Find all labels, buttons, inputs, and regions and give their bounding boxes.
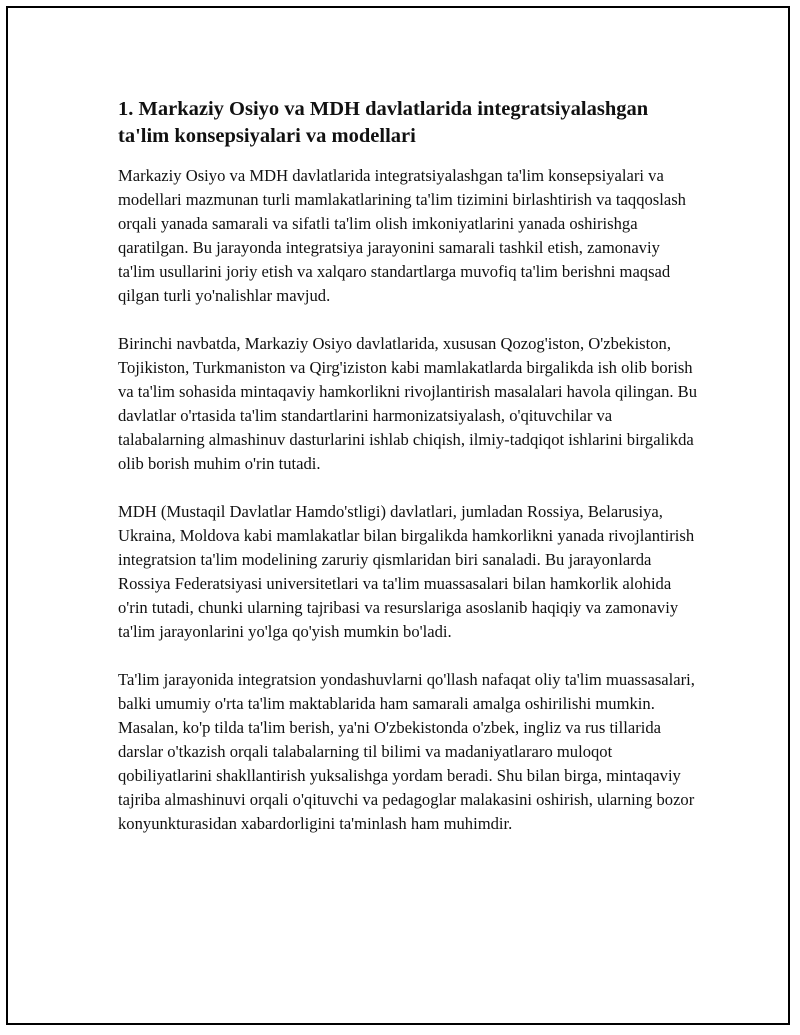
paragraph-1: Markaziy Osiyo va MDH davlatlarida integratsiyalashgan ta'lim konsepsiyalari va modellari mazmunan turli mamlakatlarining ta'lim tizimini birlashtirish va taqqoslash orqali yanada samarali va sifatli ta'lim olish imkoniyatlarini yanada oshirishga qaratilgan. Bu jarayonda integratsiya jarayonini samarali tashkil etish, zamonaviy ta'lim usullarini joriy etish va xalqaro standartlarga muvofiq ta'lim berishni maqsad qilgan turli yo'nalishlar mavjud. — [118, 166, 686, 305]
document-body — [118, 96, 698, 860]
paragraph-2: Birinchi navbatda, Markaziy Osiyo davlatlarida, xususan Qozog'iston, O'zbekiston, Tojikiston, Turkmaniston va Qirg'iziston kabi mamlakatlarda birgalikda ish olib borish va ta'lim sohasida mintaqaviy hamkorlikni rivojlantirish masalalari havola qilingan. Bu davlatlar o'rtasida ta'lim standartlarini harmonizatsiyalash, o'qituvchilar va talabalarning almashinuv dasturlarini ishlab chiqish, ilmiy-tadqiqot ishlarini birgalikda olib borish muhim o'rin tutadi. — [118, 334, 698, 473]
paragraph-4: Ta'lim jarayonida integratsion yondashuvlarni qo'llash nafaqat oliy ta'lim muassasalari, balki umumiy o'rta ta'lim maktablarida ham samarali amalga oshirilishi mumkin. Masalan, ko'p tilda ta'lim berish, ya'ni O'zbekistonda o'zbek, ingliz va rus tillarida darslar o'tkazish orqali talabalarning til bilimi va madaniyatlararo muloqot qobiliyatlarini shakllantirish yuksalishga yordam beradi. Shu bilan birga, mintaqaviy tajriba almashinuvi orqali o'qituvchi va pedagoglar malakasini oshirish, ularning bozor konyunkturasidan xabardorligini ta'minlash ham muhimdir. — [118, 670, 695, 833]
section-heading: 1. Markaziy Osiyo va MDH davlatlarida integratsiyalashgan ta'lim konsepsiyalari va modellari — [118, 98, 649, 147]
paragraph-3: MDH (Mustaqil Davlatlar Hamdo'stligi) davlatlari, jumladan Rossiya, Belarusiya, Ukraina, Moldova kabi mamlakatlar bilan birgalikda hamkorlikni yanada rivojlantirish integratsion ta'lim modelining zaruriy qismlaridan biri sanaladi. Bu jarayonlarda Rossiya Federatsiyasi universitetlari va ta'lim muassasalari bilan hamkorlik alohida o'rin tutadi, chunki ularning tajribasi va resurslariga asoslanib haqiqiy va zamonaviy ta'lim jarayonlarini yo'lga qo'yish mumkin bo'ladi. — [118, 502, 695, 641]
